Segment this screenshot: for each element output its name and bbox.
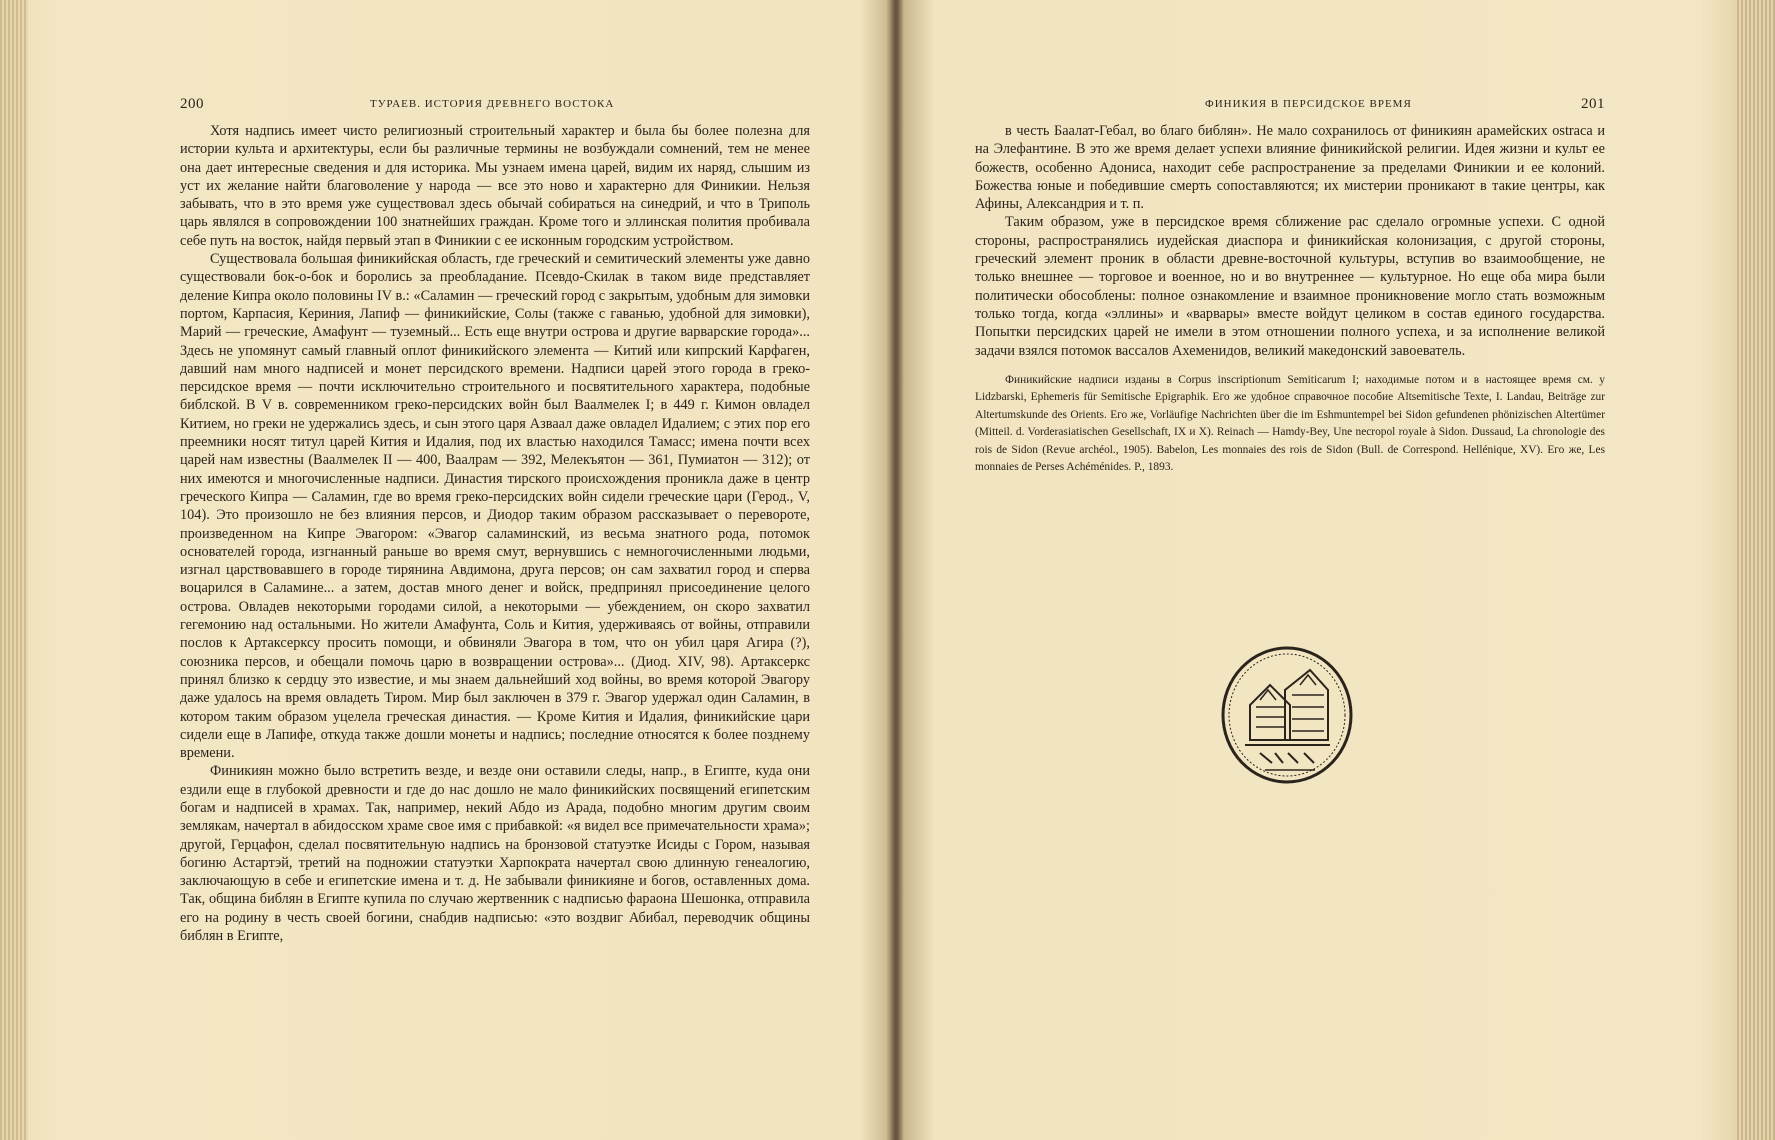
left-page	[180, 96, 810, 945]
right-page-body	[975, 122, 1605, 360]
right-page-header	[975, 96, 1605, 122]
left-page-header	[180, 96, 810, 122]
paragraph: Существовала большая финикийская область, где греческий и семитический элементы уже давно существовали бок-о-бок и боролись за преобладание. Псевдо-Скилак в таком виде представляет деление Кипра около половины IV в.: «Саламин — греческий город с закрытым, удобным для зимовки портом, Карпасия, Кериния, Лапиф — финикийские, Солы (также с гаванью, удобной для зимовки), Марий — греческие, Амафунт — туземный... Есть еще внутри острова и другие варварские города»... Здесь не упомянут самый главный оплот финикийского элемента — Китий или кипрский Карфаген, давший нам много надписей и монет персидского времени. Надписи царей этого города в греко-персидское время — почти исключительно строительного и посвятительного характера, подобные библской. В V в. современником греко-персидских войн был Ваалмелек I; в 449 г. Кимон овладел Китием, но греки не удержались здесь, и сын этого царя Азваал даже овладел Идалием; с этих пор его преемники носят титул царей Кития и Идалия, под их властью находился Тамасс; имена почти всех царей нам известны (Ваалмелек II — 400, Ваалрам — 392, Мелекъятон — 361, Пумиатон — 312); от них имеются и многочисленные надписи. Династия тирского происхождения проникла даже в центр греческого Кипра — Саламин, где во время греко-персидских войн сидели греческие цари (Герод., V, 104). Это произошло не без влияния персов, и Диодор таким образом рассказывает о перевороте, произведенном на Кипре Эвагором: «Эвагор саламинский, из весьма знатного рода, потомок основателей города, изгнанный раньше во время смут, вернувшись с немногочисленными людьми, изгнал царствовавшего в городе тирянина Авдимона, друга персов; он сам захватил город и сперва воцарился в Саламине... а затем, достав много денег и войск, предпринял присоединение целого острова. Овладев некоторыми городами силой, а некоторыми — убеждением, он скоро захватил гегемонию над остальными. Но жители Амафунта, Соль и Кития, удерживаясь от войны, отправили послов к Артаксерксу просить помощи, и обвиняли Эвагора в том, что он убил царя Агира (?), союзника персов, и обещали помочь царю в возвращении острова»... (Диод. XIV, 98). Артаксеркс принял близко к сердцу это известие, и мы знаем дальнейший ход войны, во время которой Эвагору даже удалось на время овладеть Тиром. Мир был заключен в 379 г. Эвагор удержал один Саламин, в котором таким образом уцелела греческая династия. — Кроме Кития и Идалия, финикийские цари сидели еще в Лапифе, откуда также дошли монеты и надпись; последние относятся к более позднему времени.	[180, 251, 810, 762]
page-number: 200	[180, 96, 204, 112]
page-number: 201	[1581, 96, 1605, 112]
page-edges-left	[0, 0, 28, 1140]
book-gutter	[886, 0, 904, 1140]
right-page	[975, 96, 1605, 477]
bibliography-text: Финикийские надписи изданы в Corpus inscriptionum Semiticarum I; находимые потом и в настоящее время см. у Lidzbarski, Ephemeris für Semitische Epigraphik. Его же удобное справочное пособие Altsemitische Texte, I. Landau, Beiträge zur Altertumskunde des Orients. Его же, Vorläufige Nachrichten über die im Eshmuntempel bei Sidon gefundenen phönizischen Altertümer (Mitteil. d. Vorderasiatischen Gesellschaft, IX и X). Reinach — Hamdy-Bey, Une necropol royale à Sidon. Dussaud, La chronologie des rois de Sidon (Revue archéol., 1905). Babelon, Les monnaies des rois de Sidon (Bull. de Correspond. Hellénique, XV). Его же, Les monnaies de Perses Achéménides. P., 1893.	[975, 373, 1605, 474]
page-edges-right	[1735, 0, 1775, 1140]
running-head: ТУРАЕВ. ИСТОРИЯ ДРЕВНЕГО ВОСТОКА	[370, 98, 615, 110]
paragraph: Таким образом, уже в персидское время сближение рас сделало огромные успехи. С одной стороны, распространялись иудейская диаспора и финикийская колонизация, с другой стороны, греческий элемент проник в области древне-восточной культуры, вступив во взаимообщение, не только внешнее — торговое и военное, но и во внутреннее — культурное. Но еще оба мира были политически обособлены: полное ознакомление и взаимное проникновение могло стать возможным только тогда, когда «эллины» и «варвары» вместе войдут целиком в состав единого государства. Попытки персидских царей не имели в этом отношении полного успеха, и за исполнение великой задачи взялся потомок вассалов Ахеменидов, великий македонский завоеватель.	[975, 214, 1605, 359]
paragraph: Хотя надпись имеет чисто религиозный строительный характер и была бы более полезна для истории культа и архитектуры, если бы различные термины не возбуждали сомнений, тем не менее она дает интересные сведения и для историка. Мы узнаем имена царей, видим их наряд, слышим из уст их желание найти благоволение у народа — все это ново и характерно для Финикии. Нельзя забывать, что в это время уже существовал здесь обычай собираться на синедрий, и что в Триполь царь являлся в сопровождении 100 знатнейших граждан. Кроме того и эллинская полития пробивала себе путь на восток, найдя первый этап в Финикии с ее исконным городским устройством.	[180, 123, 810, 249]
paragraph: Финикиян можно было встретить везде, и везде они оставили следы, напр., в Египте, куда они ездили еще в глубокой древности и где до нас дошло не мало финикийских посвящений египетским богам и надписей в храмах. Так, например, некий Абдо из Арада, подобно многим другим своим землякам, начертал в абидосском храме свое имя с прибавкой: «я видел все примечательности храма»; другой, Герцафон, сделал посвятительную надпись на бронзовой статуэтке Исиды с Гором, называя богиню Астартэй, третий на подножии статуэтки Харпократа начертал свою длинную генеалогию, заключающую в себе и египетские имена и т. д. Не забывали финикияне и богов, оставленных дома. Так, община библян в Египте купила по случаю жертвенник с надписью фараона Шешонка, отправила его на родину в честь своей богини, снабдив надписью: «это воздвиг Абибал, переводчик общины библян в Египте,	[180, 763, 810, 945]
paragraph: в честь Баалат-Гебал, во благо библян». Не мало сохранилось от финикиян арамейских ostraca и на Элефантине. В это же время делает успехи влияние финикийской религии. Идея жизни и культ ее божеств, особенно Адониса, находит себе распространение за пределами Финикии и ее колоний. Божества юные и победившие смерть сопоставляются; их мистерии проникают в такие центры, как Афины, Александрия и т. п.	[975, 123, 1605, 213]
bibliography-notes	[975, 372, 1605, 477]
running-head: ФИНИКИЯ В ПЕРСИДСКОЕ ВРЕМЯ	[1205, 98, 1412, 110]
coin-illustration-icon	[1220, 645, 1355, 785]
left-page-body	[180, 122, 810, 945]
